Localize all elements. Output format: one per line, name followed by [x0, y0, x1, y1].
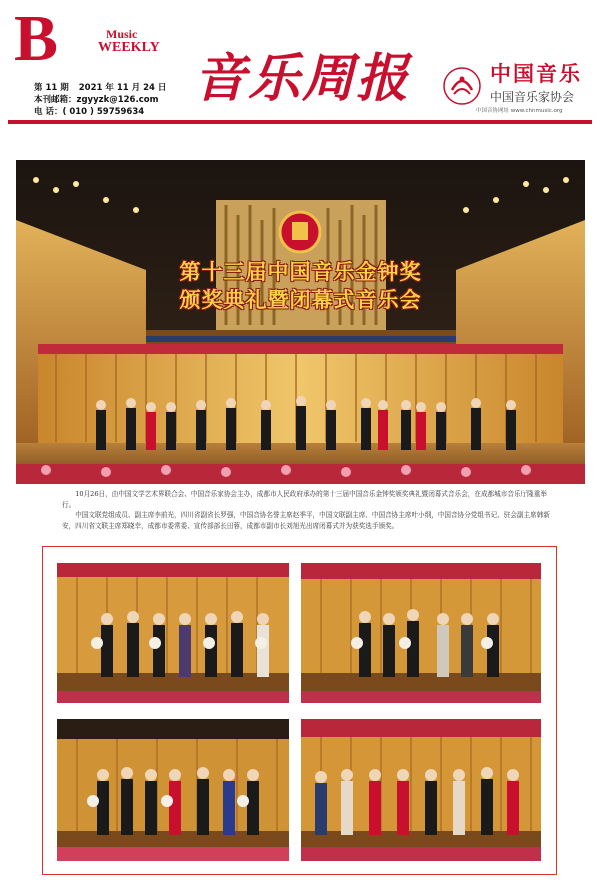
english-music: Music: [106, 27, 138, 41]
award-photo-3-illustration: [57, 719, 289, 861]
issue-date: 2021 年 11 月 24 日: [78, 83, 167, 93]
issue-info: [34, 82, 176, 118]
phone-label: 电 话：: [34, 107, 63, 117]
masthead: [0, 0, 600, 128]
photo-banner-line1: 第十三届中国音乐金钟奖: [179, 259, 422, 284]
caption-paragraph-2: 中国文联党组成员、副主席李前光，四川省副省长罗强，中国音协名誉主席赵季平，中国文联副主席、中国音协主席叶小纲，中国音协分党组书记、驻会副主席韩新安，四川省文联主席郑晓幸，成都市委常委、宣传部部长田蓉，成都市副市长刘旭光出席闭幕式并为获奖选手颁奖。: [62, 511, 550, 530]
calligraphy-title-text: 音乐周报: [193, 48, 411, 109]
award-photo-1-illustration: [57, 563, 289, 703]
phone-number: ( 010 ) 59759634: [62, 107, 145, 117]
header-rule: [8, 120, 592, 124]
photo-banner-line2: 颁奖典礼暨闭幕式音乐会: [179, 287, 422, 312]
award-photo-1: [57, 563, 289, 703]
english-weekly: WEEKLY: [98, 40, 160, 55]
award-photo-gallery: [42, 546, 557, 875]
award-photo-2: [301, 563, 541, 703]
calligraphy-title-logo: [186, 40, 418, 112]
english-title: [84, 28, 160, 54]
association-website: 中国音协网址 www.chnmusic.org: [476, 108, 563, 114]
photo-caption: [62, 489, 558, 531]
concert-hall-illustration: [16, 160, 585, 484]
association-name: 中国音乐家协会: [490, 90, 575, 104]
award-photo-4-illustration: [301, 719, 541, 861]
issue-number: 第 11 期: [34, 83, 69, 93]
association-logo-icon: [442, 66, 482, 106]
caption-paragraph-1: 10月26日，由中国文学艺术界联合会、中国音乐家协会主办，成都市人民政府承办的第十三届中国音乐金钟奖颁奖典礼暨闭幕式音乐会，在成都城市音乐厅隆重举行。: [62, 490, 547, 509]
award-photo-4: [301, 719, 541, 861]
association-cn-title: 中国音乐: [490, 61, 582, 86]
award-photo-2-illustration: [301, 563, 541, 703]
email-address: zgyyzk@126.com: [76, 95, 159, 105]
award-photo-3: [57, 719, 289, 861]
email-label: 本刊邮箱：: [34, 95, 77, 105]
section-letter: B: [14, 2, 59, 75]
main-concert-photo: [16, 160, 585, 484]
